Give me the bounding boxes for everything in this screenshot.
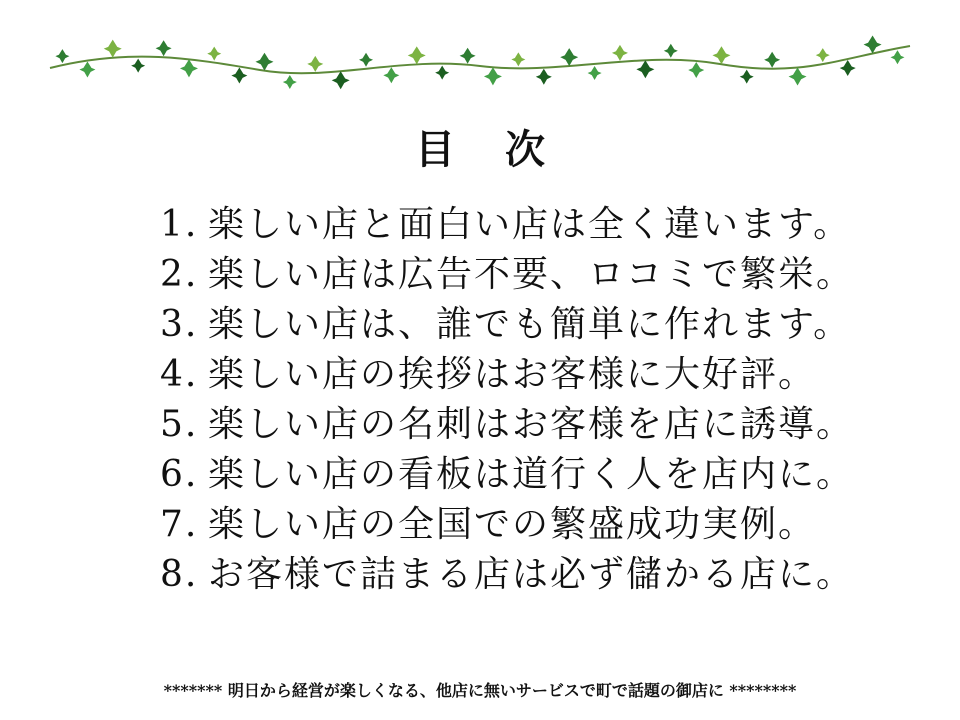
ivy-leaf-icon bbox=[79, 62, 95, 78]
toc-item-text: 楽しい店の挨拶はお客様に大好評。 bbox=[208, 354, 817, 395]
ivy-leaf-icon bbox=[55, 49, 69, 63]
toc-item-text: お客様で詰まる店は必ず儲かる店に。 bbox=[208, 554, 855, 595]
ivy-leaf-icon bbox=[712, 46, 730, 64]
toc-item-number: 8. bbox=[160, 554, 199, 595]
toc-item-number: 1. bbox=[160, 204, 199, 245]
table-of-contents bbox=[160, 200, 854, 600]
ivy-leaf-icon bbox=[484, 67, 502, 85]
toc-item-text: 楽しい店は、誰でも簡単に作れます。 bbox=[208, 304, 852, 345]
ivy-leaf-icon bbox=[511, 52, 525, 66]
footer-tagline: ******* 明日から経営が楽しくなる、他店に無いサービスで町で話題の御店に ******** bbox=[163, 681, 797, 700]
toc-item-number: 4. bbox=[160, 354, 199, 395]
toc-item-number: 5. bbox=[160, 404, 199, 445]
title-char-2: 次 bbox=[505, 126, 545, 173]
ivy-leaf-icon bbox=[612, 45, 628, 61]
ivy-leaf-icon bbox=[207, 47, 221, 61]
title-char-1: 目 bbox=[415, 126, 455, 173]
toc-item-number: 6. bbox=[160, 454, 199, 495]
toc-item-text: 楽しい店の全国での繁盛成功実例。 bbox=[208, 504, 817, 545]
toc-item-number: 3. bbox=[160, 304, 199, 345]
toc-item bbox=[160, 250, 854, 300]
ivy-leaf-icon bbox=[588, 66, 602, 80]
toc-item-text: 楽しい店の名刺はお客様を店に誘導。 bbox=[208, 404, 855, 445]
ivy-leaf-icon bbox=[104, 40, 122, 58]
ivy-leaf-icon bbox=[156, 40, 172, 56]
ivy-leaf-icon bbox=[383, 67, 399, 83]
ivy-leaf-icon bbox=[131, 59, 145, 73]
ivy-leaf-icon bbox=[408, 46, 426, 64]
ivy-leaf-icon bbox=[789, 68, 807, 86]
toc-item bbox=[160, 200, 854, 250]
ivy-leaf-icon bbox=[740, 70, 754, 84]
toc-item-text: 楽しい店の看板は道行く人を店内に。 bbox=[208, 454, 855, 495]
ivy-leaf-icon bbox=[231, 68, 247, 84]
ivy-leaf-icon bbox=[460, 48, 476, 64]
ivy-leaf-icon bbox=[864, 35, 882, 53]
ivy-leaf-icon bbox=[816, 48, 830, 62]
toc-item-number: 2. bbox=[160, 254, 199, 295]
ivy-leaf-icon bbox=[435, 66, 449, 80]
ivy-leaf-icon bbox=[890, 50, 904, 64]
ivy-leaf-icon bbox=[359, 53, 373, 67]
ivy-leaf-icon bbox=[180, 59, 198, 77]
toc-item-text: 楽しい店は広告不要、ロコミで繁栄。 bbox=[208, 254, 855, 295]
ivy-leaf-icon bbox=[560, 48, 578, 66]
ivy-leaf-icon bbox=[840, 60, 856, 76]
ivy-leaf-icon bbox=[283, 75, 297, 89]
ivy-leaf-icon bbox=[332, 71, 350, 89]
ivy-vine-decoration bbox=[40, 28, 920, 108]
ivy-leaf-icon bbox=[764, 52, 780, 68]
vine-stem bbox=[50, 46, 910, 73]
ivy-leaf-icon bbox=[536, 69, 552, 85]
ivy-leaf-icon bbox=[688, 62, 704, 78]
toc-item-text: 楽しい店と面白い店は全く違います。 bbox=[208, 204, 852, 245]
toc-item bbox=[160, 500, 854, 550]
toc-item-number: 7. bbox=[160, 504, 199, 545]
toc-item bbox=[160, 350, 854, 400]
ivy-leaf-icon bbox=[636, 60, 654, 78]
ivy-leaf-icon bbox=[664, 44, 678, 58]
toc-item bbox=[160, 300, 854, 350]
toc-item bbox=[160, 450, 854, 500]
toc-item bbox=[160, 400, 854, 450]
ivy-leaf-icon bbox=[307, 56, 323, 72]
page-title bbox=[0, 118, 960, 175]
toc-item bbox=[160, 550, 854, 600]
ivy-leaf-icon bbox=[255, 53, 273, 71]
